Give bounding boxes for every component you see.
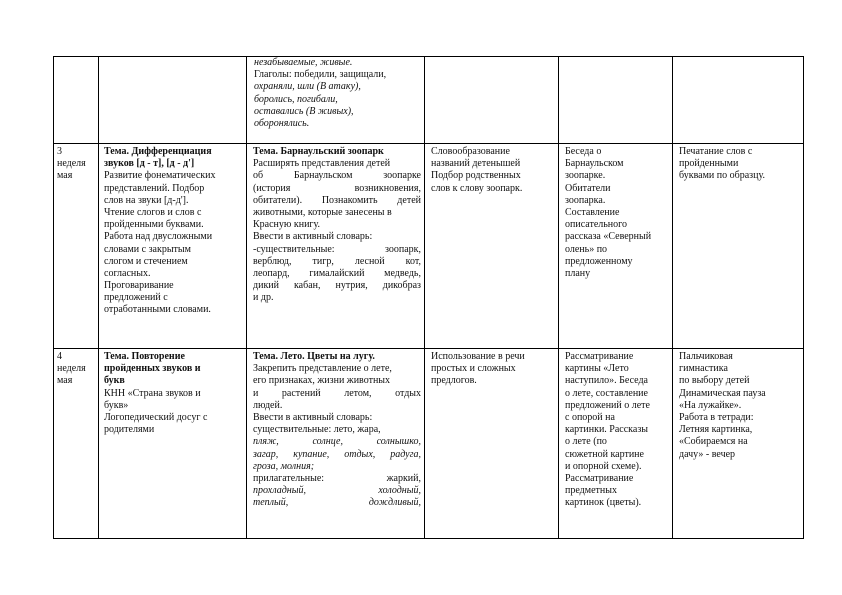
text-line: (история возникновения,	[253, 182, 421, 194]
text-line: его признаках, жизни животных	[253, 375, 391, 387]
text-line: и растений летом, отдых	[253, 387, 421, 399]
text-line: Летняя картинка,	[679, 424, 753, 436]
text-line: Печатание слов с	[679, 146, 753, 157]
text-line: представлений. Подбор	[104, 182, 205, 194]
text-line: Работа над двусложными	[104, 231, 213, 243]
col-border-1	[98, 56, 99, 539]
text-line: Развитие фонематических	[104, 170, 216, 182]
row1-motor-cell	[679, 146, 801, 183]
text-line: предметных	[565, 485, 617, 497]
row2-grammar-cell	[431, 351, 557, 388]
text-line: Чтение слогов и слов с	[104, 206, 202, 218]
text-line: КНН «Страна звуков и	[104, 387, 201, 399]
text-line: картины «Лето	[565, 363, 629, 375]
row0-vocabulary-cell	[254, 57, 422, 130]
row2-lexical-topic-cell	[253, 351, 421, 509]
week-number: 3	[57, 146, 62, 157]
text-line: простых и сложных	[431, 363, 516, 375]
text-line: зоопарка.	[565, 194, 606, 206]
col-border-2	[246, 56, 247, 539]
col-border-4	[558, 56, 559, 539]
row2-week-cell	[57, 351, 97, 388]
text-line: Рассматривание	[565, 472, 634, 484]
text-line: дачу» - вечер	[679, 448, 736, 460]
text-line: Работа в тетради:	[679, 411, 754, 423]
text-line: Динамическая пауза	[679, 387, 766, 399]
text-line: теплый, дождливый,	[253, 497, 421, 509]
row-divider-2	[53, 348, 804, 349]
text-line: прохладный, холодный,	[253, 485, 421, 497]
row2-motor-cell	[679, 351, 801, 461]
text-line: наступило». Беседа	[565, 375, 648, 387]
text-line: гроза, молния;	[253, 460, 315, 472]
text-line: родителями	[104, 424, 155, 436]
week-label: неделя	[57, 158, 86, 170]
text-line: звуков [д - т], [д - д']	[104, 158, 195, 170]
text-line: картинки. Рассказы	[565, 424, 648, 436]
text-line: верблюд, тигр, лесной кот,	[253, 255, 421, 267]
text-line: сюжетной картине	[565, 448, 644, 460]
text-line: незабываемые, живые.	[254, 57, 353, 68]
table-top-border	[53, 56, 804, 57]
row1-speech-cell	[565, 146, 671, 280]
text-line: названий детенышей	[431, 158, 521, 170]
topic-title: Тема. Дифференциация	[104, 146, 212, 157]
text-line: леопард, гималайский медведь,	[253, 267, 421, 279]
text-line: отработанными словами.	[104, 304, 211, 316]
row2-sound-topic-cell	[104, 351, 244, 436]
text-line: Закрепить представление о лете,	[253, 363, 392, 375]
text-line: прилагательные: жаркий,	[253, 472, 421, 484]
text-line: оставались (В живых),	[254, 105, 354, 117]
text-line: «Собираемся на	[679, 436, 748, 448]
topic-title: Тема. Лето. Цветы на лугу.	[253, 351, 375, 362]
text-line: Составление	[565, 206, 620, 218]
row2-speech-cell	[565, 351, 671, 509]
text-line: предложений о лете	[565, 399, 650, 411]
text-line: Подбор родственных	[431, 170, 521, 182]
text-line: дикий кабан, нутрия, дикобраз	[253, 280, 421, 292]
text-line: слогом и стечением	[104, 255, 188, 267]
text-line: Обитатели	[565, 182, 611, 194]
text-line: «На лужайке».	[679, 399, 742, 411]
text-line: Словообразование	[431, 146, 510, 157]
text-line: букв»	[104, 399, 129, 411]
text-line: и опорной схеме).	[565, 460, 642, 472]
col-border-6	[803, 56, 804, 539]
text-line: Барнаульском	[565, 158, 624, 170]
row1-week-cell	[57, 146, 97, 183]
text-line: зоопарке.	[565, 170, 606, 182]
text-line: описательного	[565, 219, 628, 231]
text-line: людей.	[253, 399, 283, 411]
col-border-3	[424, 56, 425, 539]
text-line: гимнастика	[679, 363, 728, 375]
text-line: Использование в речи	[431, 351, 525, 362]
text-line: рассказа «Северный	[565, 231, 652, 243]
text-line: буквами по образцу.	[679, 170, 765, 182]
text-line: предложений с	[104, 292, 168, 304]
topic-title: Тема. Барнаульский зоопарк	[253, 146, 384, 157]
row1-lexical-topic-cell	[253, 146, 421, 304]
text-line: картинок (цветы).	[565, 497, 642, 509]
row1-sound-topic-cell	[104, 146, 244, 317]
text-line: охраняли, шли (В атаку),	[254, 81, 361, 93]
text-line: загар, купание, отдых, радуга,	[253, 448, 421, 460]
text-line: животными, которые занесены в	[253, 206, 392, 218]
text-line: с опорой на	[565, 411, 615, 423]
text-line: боролись, погибали,	[254, 93, 338, 105]
text-line: слов на звуки [д-д'].	[104, 194, 189, 206]
topic-title: пройденных звуков и	[104, 363, 201, 375]
text-line: о лете, составление	[565, 387, 648, 399]
text-line: олень» по	[565, 243, 608, 255]
row1-grammar-cell	[431, 146, 557, 195]
text-line: по выбору детей	[679, 375, 750, 387]
text-line: обитатели). Познакомить детей	[253, 194, 421, 206]
text-line: о лете (по	[565, 436, 607, 448]
text-line: предлогов.	[431, 375, 477, 387]
text-line: Красную книгу.	[253, 219, 321, 231]
text-line: существительные: лето, жара,	[253, 424, 381, 436]
text-line: оборонялись.	[254, 117, 310, 129]
text-line: пляж, солнце, солнышко,	[253, 436, 421, 448]
text-line: слов к слову зоопарк.	[431, 182, 523, 194]
month-label: мая	[57, 375, 73, 387]
text-line: Рассматривание	[565, 351, 634, 362]
text-line: и др.	[253, 292, 274, 304]
text-line: согласных.	[104, 267, 151, 279]
col-border-0	[53, 56, 54, 539]
text-line: Беседа о	[565, 146, 602, 157]
month-label: мая	[57, 170, 73, 182]
topic-title: букв	[104, 375, 125, 387]
text-line: Глаголы: победили, защищали,	[254, 69, 387, 81]
text-line: Проговаривание	[104, 280, 174, 292]
text-line: Логопедический досуг с	[104, 411, 208, 423]
text-line: пройденными буквами.	[104, 219, 204, 231]
topic-title: Тема. Повторение	[104, 351, 185, 362]
text-line: Расширять представления детей	[253, 158, 391, 170]
text-line: -существительные: зоопарк,	[253, 243, 421, 255]
table-bottom-border	[53, 538, 804, 539]
text-line: предложенному	[565, 255, 633, 267]
col-border-5	[672, 56, 673, 539]
text-line: об Барнаульском зоопарке	[253, 170, 421, 182]
text-line: Пальчиковая	[679, 351, 733, 362]
week-number: 4	[57, 351, 62, 362]
week-label: неделя	[57, 363, 86, 375]
text-line: плану	[565, 267, 591, 279]
text-line: Ввести в активный словарь:	[253, 411, 373, 423]
text-line: пройденными	[679, 158, 739, 170]
text-line: словами с закрытым	[104, 243, 191, 255]
row-divider-1	[53, 143, 804, 144]
text-line: Ввести в активный словарь:	[253, 231, 373, 243]
